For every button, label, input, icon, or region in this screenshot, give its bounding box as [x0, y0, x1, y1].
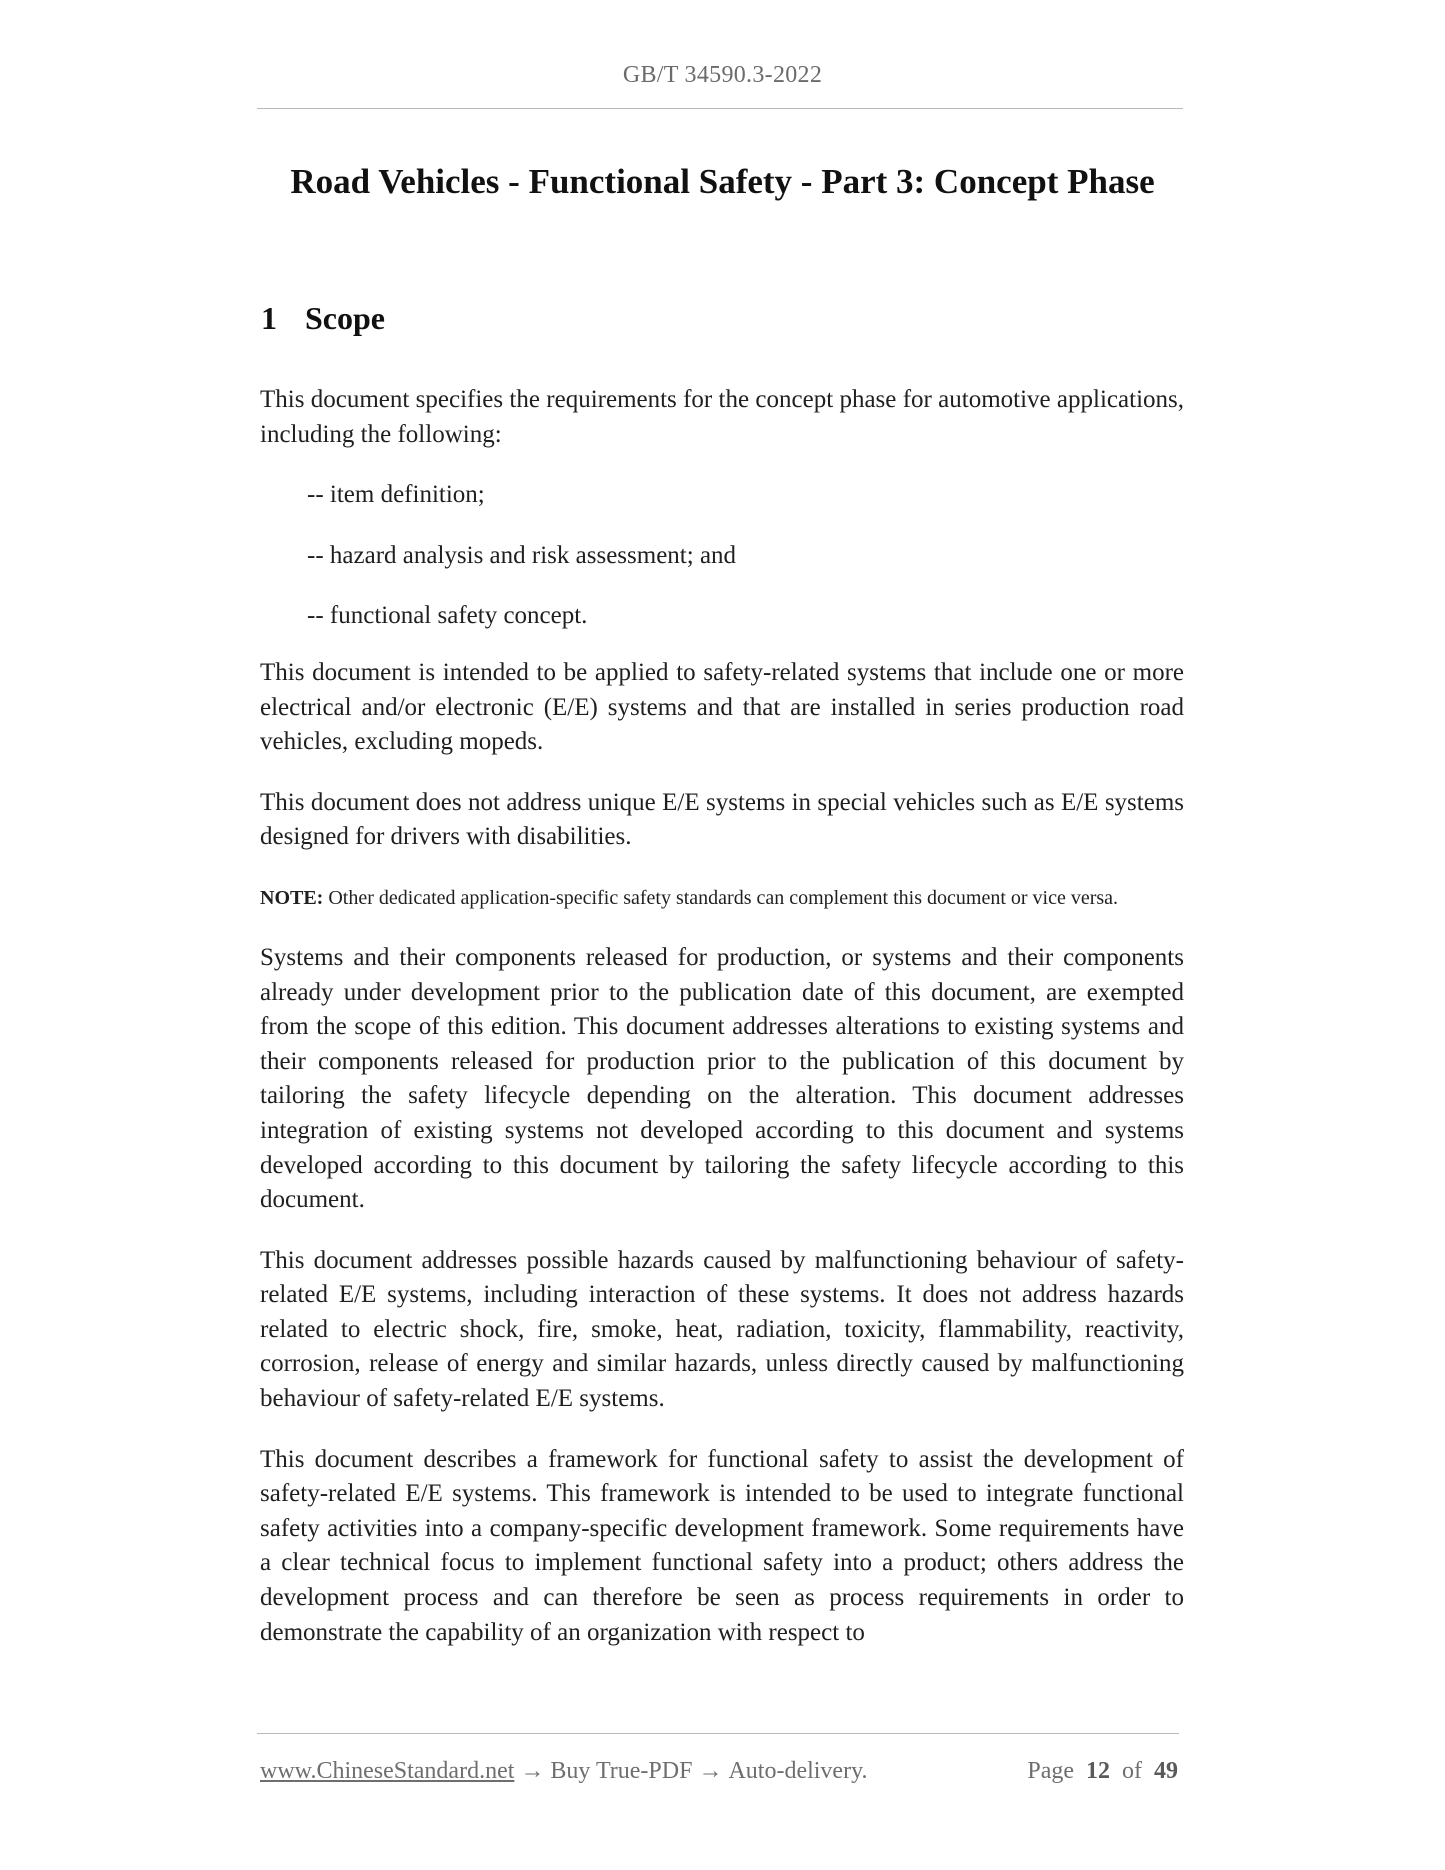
section-heading — [261, 300, 385, 337]
section-number: 1 — [261, 300, 277, 336]
note-label: NOTE: — [260, 886, 324, 909]
buy-pdf-text: Buy True-PDF — [550, 1758, 693, 1784]
paragraph-exclusions: This document does not address unique E/E systems in special vehicles such as E/E systems designed for drivers with disabilities. — [260, 788, 1184, 851]
section-title: Scope — [305, 300, 385, 336]
page-footer — [260, 1758, 1182, 1785]
website-link[interactable]: www.ChineseStandard.net — [260, 1758, 515, 1784]
auto-delivery-text: Auto-delivery. — [728, 1758, 868, 1784]
page-label: Page — [1027, 1758, 1074, 1784]
paragraph-hazards: This document addresses possible hazards caused by malfunctioning behaviour of safety-related E/E systems, including interaction of these systems. It does not address hazards related to electric shock, fire, smoke, heat, radiation, toxicity, flammability, reactivity, corrosion, release of energy and similar hazards, unless directly caused by malfunctioning behaviour of safety-related E/E systems. — [260, 1246, 1184, 1413]
note — [260, 881, 1184, 915]
page-indicator — [1027, 1758, 1178, 1785]
footer-divider — [257, 1733, 1179, 1734]
paragraph-framework: This document describes a framework for functional safety to assist the development of safety-related E/E systems. This framework is intended to be used to integrate functional safety activities into a company-specific development framework. Some requirements have a clear technical focus to implement functional safety into a product; others address the development process and can therefore be seen as process requirements in order to demonstrate the capability of an organization with respect to — [260, 1445, 1184, 1646]
total-pages-number: 49 — [1154, 1758, 1178, 1784]
paragraph-existing-systems: Systems and their components released for production, or systems and their components already under development prior to the publication date of this document, are exempted from the scope of this edition. This document addresses alterations to existing systems and their components released for production prior to the publication of this document by tailoring the safety lifecycle depending on the alteration. This document addresses integration of existing systems not developed according to this document and systems developed according to this document by tailoring the safety lifecycle according to this document. — [260, 943, 1184, 1214]
scope-list — [260, 478, 1184, 634]
list-item: -- item definition; — [307, 481, 485, 509]
arrow-right-icon: → — [698, 1758, 723, 1784]
current-page-number: 12 — [1086, 1758, 1110, 1784]
paragraph-intro: This document specifies the requirements for the concept phase for automotive applications, including the following: — [260, 386, 1184, 448]
of-label: of — [1122, 1758, 1142, 1784]
document-body — [260, 383, 1184, 1676]
standard-code-header: GB/T 34590.3-2022 — [622, 62, 823, 88]
header-divider — [257, 108, 1183, 109]
paragraph-applicability: This document is intended to be applied to safety-related systems that include one or more electrical and/or electronic (E/E) systems and that are installed in series production road vehicles, excluding mopeds. — [260, 658, 1184, 756]
list-item: -- functional safety concept. — [307, 602, 588, 630]
note-text: Other dedicated application-specific safety standards can complement this document or vice versa. — [323, 886, 1119, 909]
list-item: -- hazard analysis and risk assessment; and — [307, 541, 737, 569]
document-title: Road Vehicles - Functional Safety - Part 3: Concept Phase — [290, 162, 1155, 201]
arrow-right-icon: → — [520, 1758, 545, 1784]
